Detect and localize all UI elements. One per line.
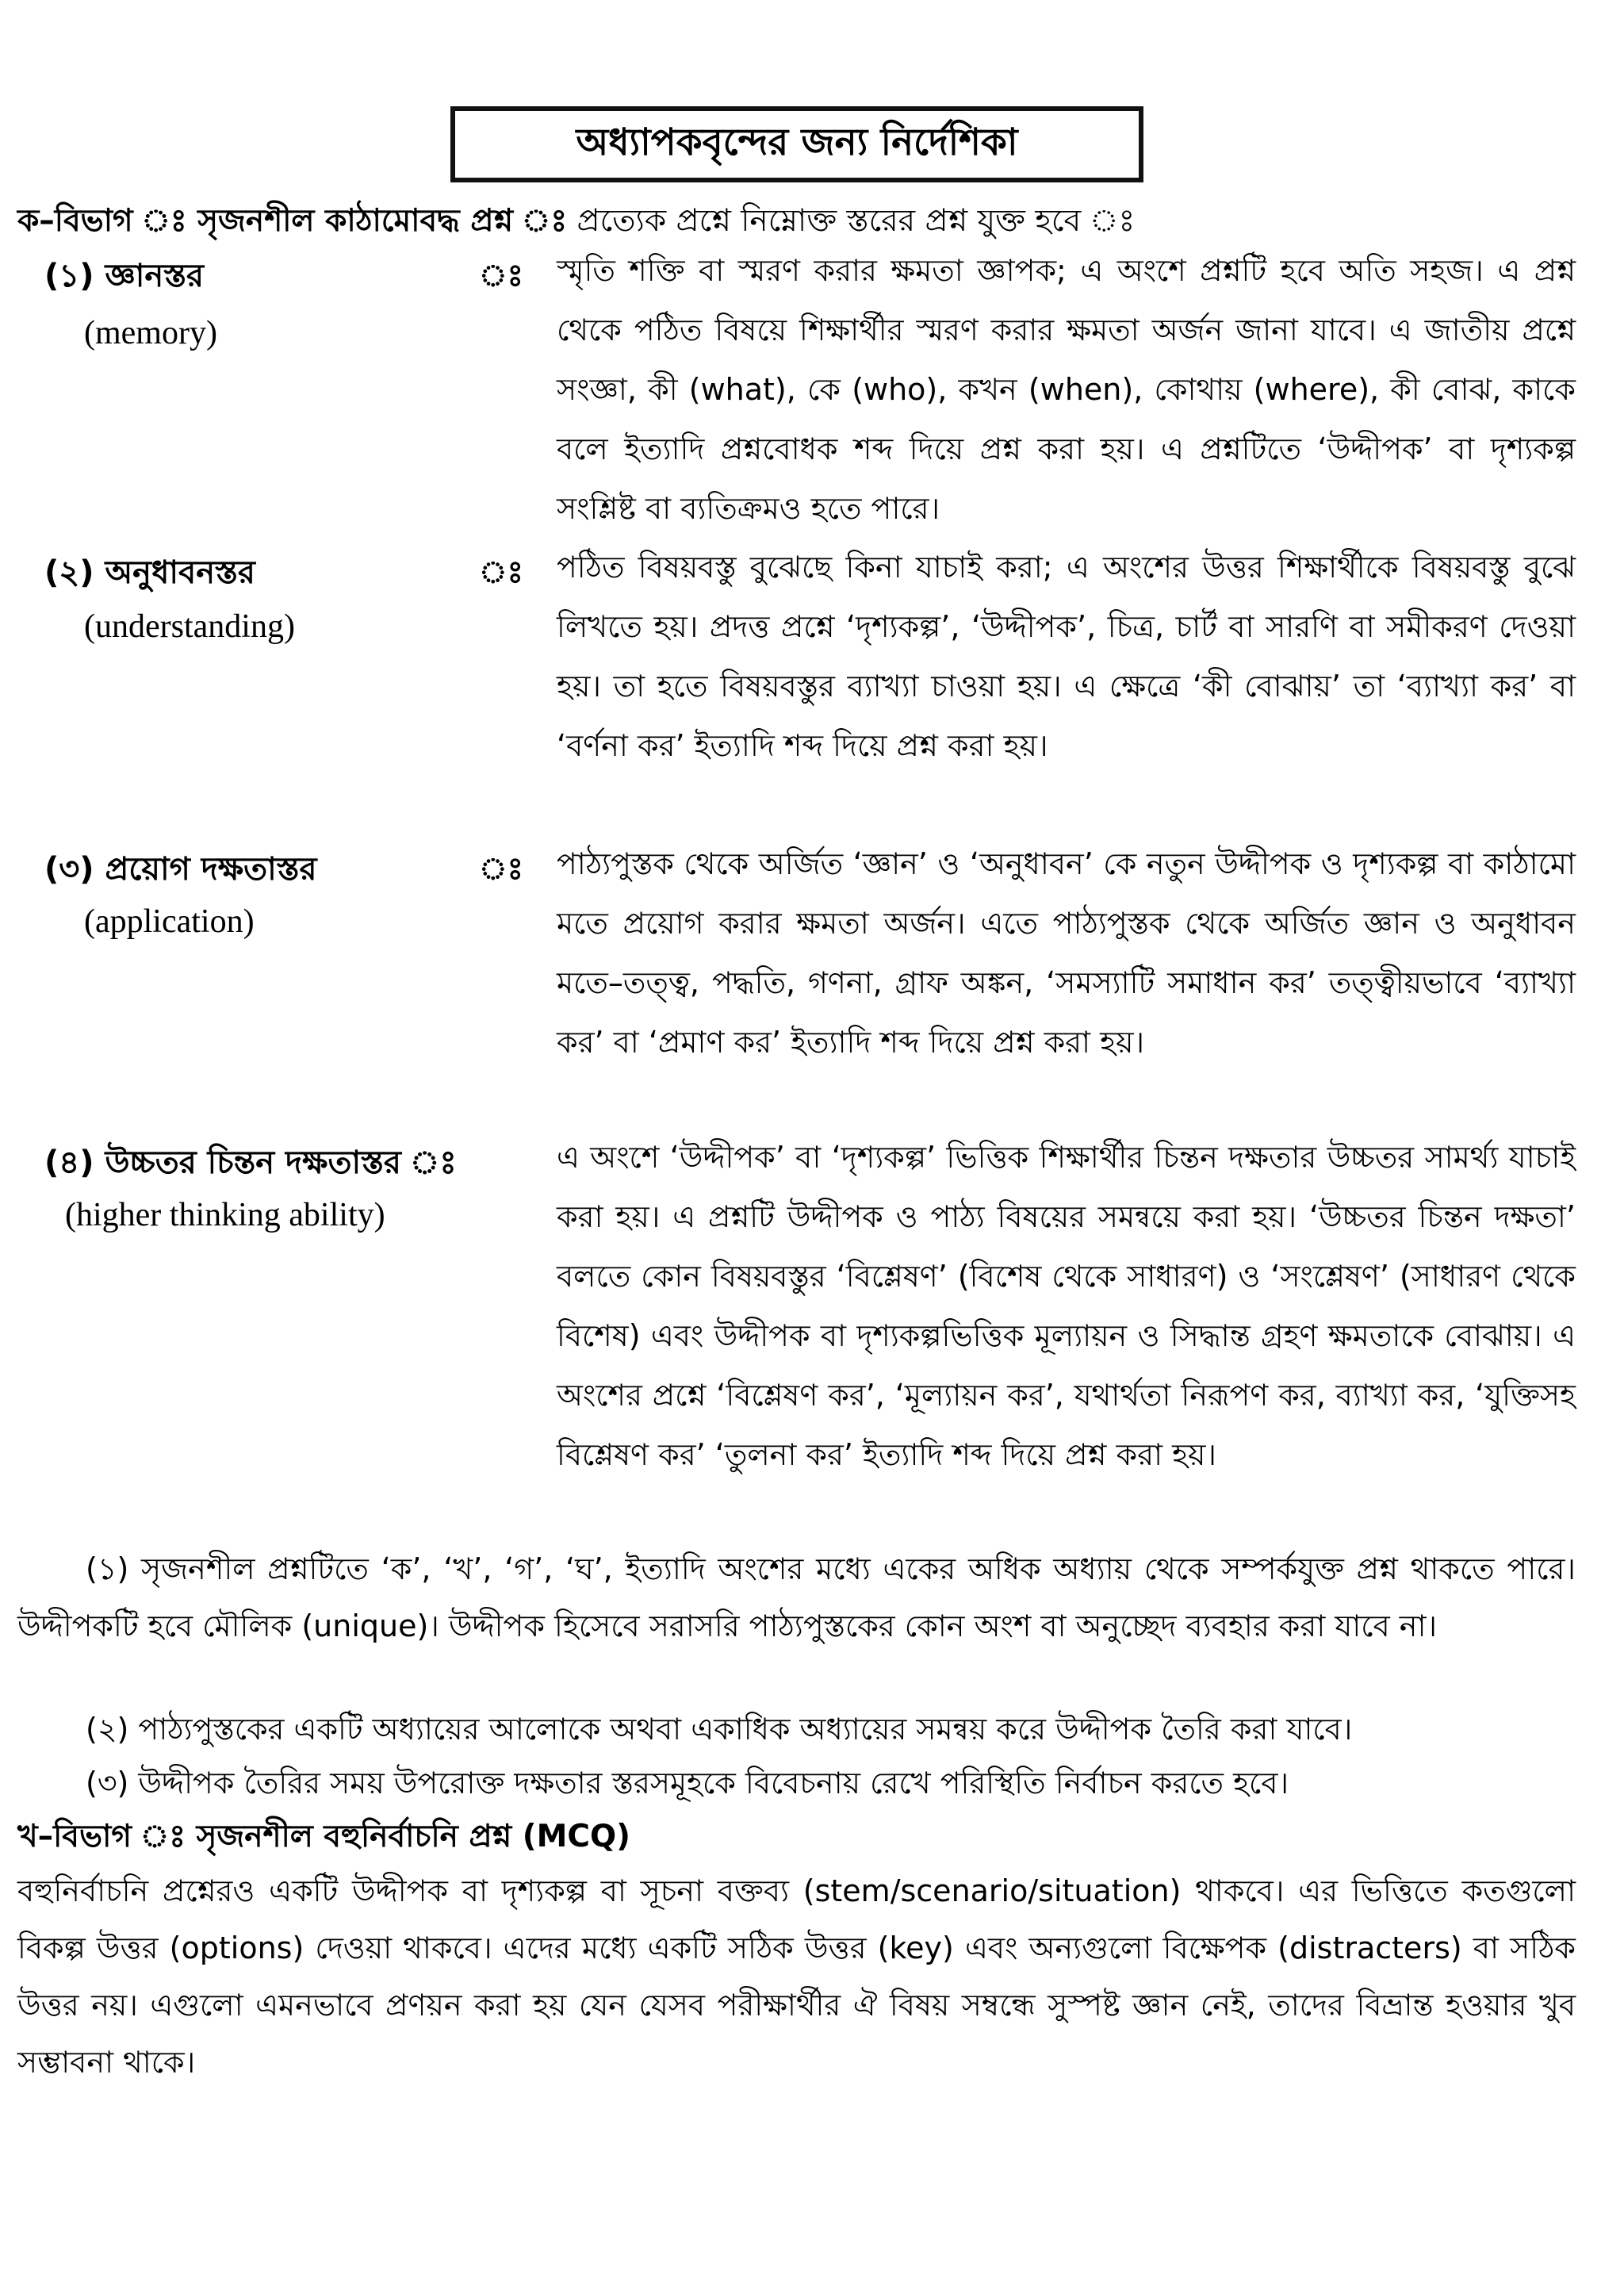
level-2-colon: ঃ: [479, 554, 523, 589]
note-3: (৩) উদ্দীপক তৈরির সময় উপরোক্ত দক্ষতার স্তরসমূহকে বিবেচনায় রেখে পরিস্থিতি নির্বাচন করতে হবে।: [86, 1766, 1289, 1800]
level-1-colon: ঃ: [479, 258, 523, 293]
section-a-heading-rest: প্রত্যেক প্রশ্নে নিম্নোক্ত স্তরের প্রশ্ন যুক্ত হবে ঃ: [567, 203, 1136, 239]
section-b-heading: খ–বিভাগ ঃ সৃজনশীল বহুনির্বাচনি প্রশ্ন (MCQ): [17, 1819, 630, 1854]
level-2-description: পঠিত বিষয়বস্তু বুঝেছে কিনা যাচাই করা; এ অংশের উত্তর শিক্ষার্থীকে বিষয়বস্তু বুঝে লিখতে হয়। প্রদত্ত প্রশ্নে ‘দৃশ্যকল্প’, ‘উদ্দীপক’, চিত্র, চার্ট বা সারণি বা সমীকরণ দেওয়া হয়। তা হতে বিষয়বস্তুর ব্যাখ্যা চাওয়া হয়। এ ক্ষেত্রে ‘কী বোঝায়’ তা ‘ব্যাখ্যা কর’ বা ‘বর্ণনা কর’ ইত্যাদি শব্দ দিয়ে প্রশ্ন করা হয়।: [557, 550, 1576, 763]
level-2-sub: (understanding): [84, 608, 295, 645]
level-3-label: (৩) প্রয়োগ দক্ষতাস্তর: [44, 851, 317, 888]
level-1-sub: (memory): [84, 315, 217, 351]
level-3-colon: ঃ: [479, 851, 523, 886]
level-1-description: স্মৃতি শক্তি বা স্মরণ করার ক্ষমতা জ্ঞাপক; এ অংশে প্রশ্নটি হবে অতি সহজ। এ প্রশ্ন থেকে পঠিত বিষয়ে শিক্ষার্থীর স্মরণ করার ক্ষমতা অর্জন জানা যাবে। এ জাতীয় প্রশ্নে সংজ্ঞা, কী (what), কে (who), কখন (when), কোথায় (where), কী বোঝ, কাকে বলে ইত্যাদি প্রশ্নবোধক শব্দ দিয়ে প্রশ্ন করা হয়। এ প্রশ্নটিতে ‘উদ্দীপক’ বা দৃশ্যকল্প সংশ্লিষ্ট বা ব্যতিক্রমও হতে পারে।: [557, 253, 1576, 526]
note-1: (১) সৃজনশীল প্রশ্নটিতে ‘ক’, ‘খ’, ‘গ’, ‘ঘ’, ইত্যাদি অংশের মধ্যে একের অধিক অধ্যায় থেকে সম্পর্কযুক্ত প্রশ্ন থাকতে পারে। উদ্দীপকটি হবে মৌলিক (unique)। উদ্দীপক হিসেবে সরাসরি পাঠ্যপুস্তকের কোন অংশ বা অনুচ্ছেদ ব্যবহার করা যাবে না।: [17, 1551, 1576, 1643]
section-b-description: বহুনির্বাচনি প্রশ্নেরও একটি উদ্দীপক বা দৃশ্যকল্প বা সূচনা বক্তব্য (stem/scenario/situation) থাকবে। এর ভিত্তিতে কতগুলো বিকল্প উত্তর (options) দেওয়া থাকবে। এদের মধ্যে একটি সঠিক উত্তর (key) এবং অন্যগুলো বিক্ষেপক (distracters) বা সঠিক উত্তর নয়। এগুলো এমনভাবে প্রণয়ন করা হয় যেন যেসব পরীক্ষার্থীর ঐ বিষয় সম্বন্ধে সুস্পষ্ট জ্ঞান নেই, তাদের বিভ্রান্ত হওয়ার খুব সম্ভাবনা থাকে।: [17, 1873, 1576, 2080]
level-4-description: এ অংশে ‘উদ্দীপক’ বা ‘দৃশ্যকল্প’ ভিত্তিক শিক্ষার্থীর চিন্তন দক্ষতার উচ্চতর সামর্থ্য যাচাই করা হয়। এ প্রশ্নটি উদ্দীপক ও পাঠ্য বিষয়ের সমন্বয়ে করা হয়। ‘উচ্চতর চিন্তন দক্ষতা’ বলতে কোন বিষয়বস্তুর ‘বিশ্লেষণ’ (বিশেষ থেকে সাধারণ) ও ‘সংশ্লেষণ’ (সাধারণ থেকে বিশেষ) এবং উদ্দীপক বা দৃশ্যকল্পভিত্তিক মূল্যায়ন ও সিদ্ধান্ত গ্রহণ ক্ষমতাকে বোঝায়। এ অংশের প্রশ্নে ‘বিশ্লেষণ কর’, ‘মূল্যায়ন কর’, যথার্থতা নিরূপণ কর, ব্যাখ্যা কর, ‘যুক্তিসহ বিশ্লেষণ কর’ ‘তুলনা কর’ ইত্যাদি শব্দ দিয়ে প্রশ্ন করা হয়।: [557, 1140, 1576, 1472]
level-4-label: (৪) উচ্চতর চিন্তন দক্ষতাস্তর ঃ: [44, 1145, 457, 1181]
level-2-label: (২) অনুধাবনস্তর: [44, 554, 255, 591]
level-3-sub: (application): [84, 903, 255, 940]
section-a-heading-bold: ক–বিভাগ ঃ সৃজনশীল কাঠামোবদ্ধ প্রশ্ন ঃ: [17, 203, 568, 239]
level-1-label: (১) জ্ঞানস্তর: [44, 258, 204, 294]
level-4-sub: (higher thinking ability): [65, 1197, 385, 1233]
note-2: (২) পাঠ্যপুস্তকের একটি অধ্যায়ের আলোকে অথবা একাধিক অধ্যায়ের সমন্বয় করে উদ্দীপক তৈরি করা যাবে।: [86, 1712, 1353, 1747]
level-3-description: পাঠ্যপুস্তক থেকে অর্জিত ‘জ্ঞান’ ও ‘অনুধাবন’ কে নতুন উদ্দীপক ও দৃশ্যকল্প বা কাঠামো মতে প্রয়োগ করার ক্ষমতা অর্জন। এতে পাঠ্যপুস্তক থেকে অর্জিত জ্ঞান ও অনুধাবন মতে–তত্ত্ব, পদ্ধতি, গণনা, গ্রাফ অঙ্কন, ‘সমস্যাটি সমাধান কর’ তত্ত্বীয়ভাবে ‘ব্যাখ্যা কর’ বা ‘প্রমাণ কর’ ইত্যাদি শব্দ দিয়ে প্রশ্ন করা হয়।: [557, 846, 1576, 1060]
page-title: অধ্যাপকবৃন্দের জন্য নির্দেশিকা: [450, 106, 1143, 182]
